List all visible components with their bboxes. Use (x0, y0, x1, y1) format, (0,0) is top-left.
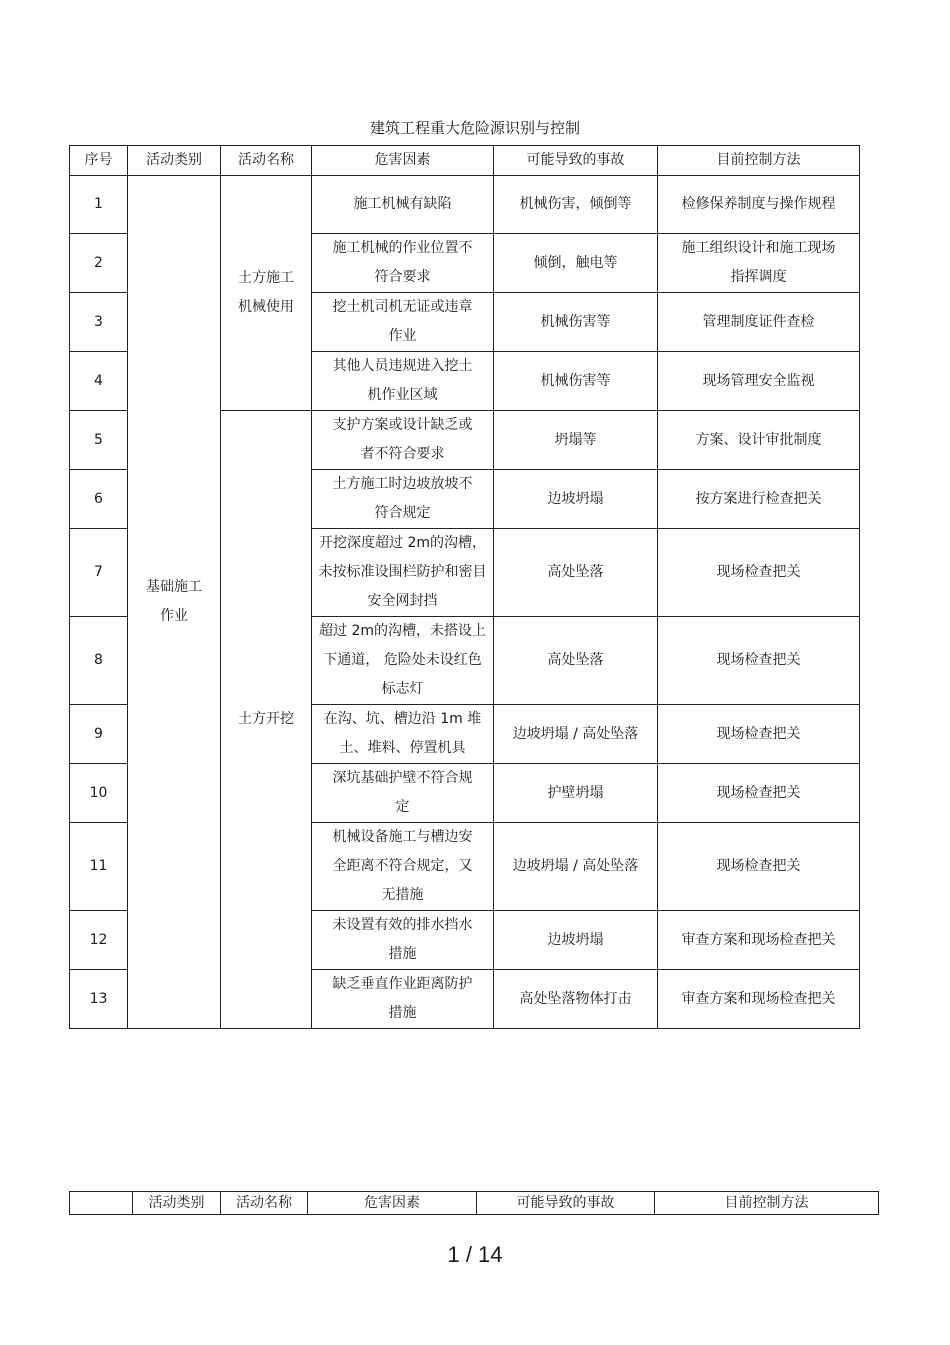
hazard-text: 土方施工时边坡放坡不符合规定 (332, 476, 473, 521)
table-header-row (70, 146, 860, 176)
row-control: 现场检查把关 (658, 823, 860, 911)
category-text: 基础施工作业 (146, 579, 202, 624)
row-hazard (312, 293, 494, 352)
continued-table-header (69, 1191, 879, 1215)
row-control: 现场检查把关 (658, 529, 860, 617)
row-seq: 9 (70, 705, 128, 764)
hazard-text: 施工机械的作业位置不符合要求 (332, 240, 473, 285)
row-accident: 机械伤害，倾倒等 (494, 176, 658, 234)
row-seq: 4 (70, 352, 128, 411)
row-control: 方案、设计审批制度 (658, 411, 860, 470)
row-hazard (312, 705, 494, 764)
row-accident: 坍塌等 (494, 411, 658, 470)
hazard-text: 超过 2m的沟槽，未搭设上下通道， 危险处未设红色标志灯 (319, 623, 486, 697)
header-category: 活动类别 (133, 1192, 221, 1215)
row-accident: 倾倒，触电等 (494, 234, 658, 293)
row-seq: 1 (70, 176, 128, 234)
hazard-text: 缺乏垂直作业距离防护措施 (332, 976, 473, 1021)
row-accident: 高处坠落 (494, 529, 658, 617)
row-accident: 边坡坍塌 (494, 911, 658, 970)
row-seq: 12 (70, 911, 128, 970)
control-text: 施工组织设计和施工现场指挥调度 (681, 240, 836, 285)
row-control: 现场检查把关 (658, 705, 860, 764)
row-control (658, 970, 860, 1029)
row-seq: 3 (70, 293, 128, 352)
row-accident: 高处坠落 (494, 617, 658, 705)
row-seq: 5 (70, 411, 128, 470)
row-hazard (312, 529, 494, 617)
header-activity: 活动名称 (221, 146, 312, 176)
row-control: 现场检查把关 (658, 764, 860, 823)
row-hazard (312, 411, 494, 470)
header-hazard: 危害因素 (308, 1192, 477, 1215)
header-seq: 序号 (70, 146, 128, 176)
row-seq: 7 (70, 529, 128, 617)
row-control: 现场管理安全监视 (658, 352, 860, 411)
hazard-text: 支护方案或设计缺乏或者不符合要求 (332, 417, 473, 462)
row-control: 现场检查把关 (658, 617, 860, 705)
activity-text: 土方施工机械使用 (238, 270, 294, 315)
page-indicator: 1 / 14 (447, 1242, 503, 1267)
row-accident: 边坡坍塌 (494, 470, 658, 529)
row-control: 管理制度证件查检 (658, 293, 860, 352)
hazard-text: 深坑基础护壁不符合规定 (332, 770, 473, 815)
row-seq: 6 (70, 470, 128, 529)
header-category: 活动类别 (128, 146, 221, 176)
row-hazard (312, 617, 494, 705)
category-cell (128, 176, 221, 1029)
hazard-text: 机械设备施工与槽边安全距离不符合规定，又无措施 (332, 829, 473, 903)
row-seq: 10 (70, 764, 128, 823)
hazard-table (69, 145, 860, 1029)
header-seq-empty (70, 1192, 133, 1215)
header-hazard: 危害因素 (312, 146, 494, 176)
control-text: 检修保养制度与操作规程 (681, 196, 836, 212)
header-control: 目前控制方法 (655, 1192, 879, 1215)
row-seq: 2 (70, 234, 128, 293)
control-text: 审查方案和现场检查把关 (681, 990, 836, 1007)
hazard-text: 未设置有效的排水挡水措施 (332, 917, 473, 962)
row-accident: 高处坠落物体打击 (494, 970, 658, 1029)
header-accident: 可能导致的事故 (494, 146, 658, 176)
table-row (70, 176, 860, 234)
activity-cell-machinery (221, 176, 312, 411)
row-hazard (312, 970, 494, 1029)
header-accident: 可能导致的事故 (477, 1192, 655, 1215)
row-hazard (312, 234, 494, 293)
header-activity: 活动名称 (221, 1192, 308, 1215)
row-accident: 边坡坍塌 / 高处坠落 (494, 705, 658, 764)
row-hazard (312, 911, 494, 970)
row-hazard (312, 764, 494, 823)
row-accident: 护壁坍塌 (494, 764, 658, 823)
row-control (658, 176, 860, 234)
row-seq: 13 (70, 970, 128, 1029)
hazard-text: 其他人员违规进入挖土机作业区域 (332, 358, 473, 403)
row-hazard (312, 823, 494, 911)
row-accident: 机械伤害等 (494, 352, 658, 411)
table-header-row (70, 1192, 879, 1215)
hazard-text: 挖土机司机无证或违章作业 (332, 299, 473, 344)
row-accident: 边坡坍塌 / 高处坠落 (494, 823, 658, 911)
row-control (658, 234, 860, 293)
hazard-text: 在沟、坑、槽边沿 1m 堆土、堆料、停置机具 (323, 711, 482, 756)
activity-text: 土方开挖 (238, 711, 294, 727)
document-title: 建筑工程重大危险源识别与控制 (369, 119, 580, 137)
control-text: 审查方案和现场检查把关 (681, 931, 836, 948)
row-control: 按方案进行检查把关 (658, 470, 860, 529)
row-control (658, 911, 860, 970)
activity-cell-excavation (221, 411, 312, 1029)
row-accident: 机械伤害等 (494, 293, 658, 352)
header-control: 目前控制方法 (658, 146, 860, 176)
row-seq: 8 (70, 617, 128, 705)
row-hazard (312, 470, 494, 529)
row-hazard (312, 352, 494, 411)
hazard-text: 开挖深度超过 2m的沟槽，未按标准设围栏防护和密目安全网封挡 (318, 535, 487, 609)
row-seq: 11 (70, 823, 128, 911)
row-hazard: 施工机械有缺陷 (312, 176, 494, 234)
